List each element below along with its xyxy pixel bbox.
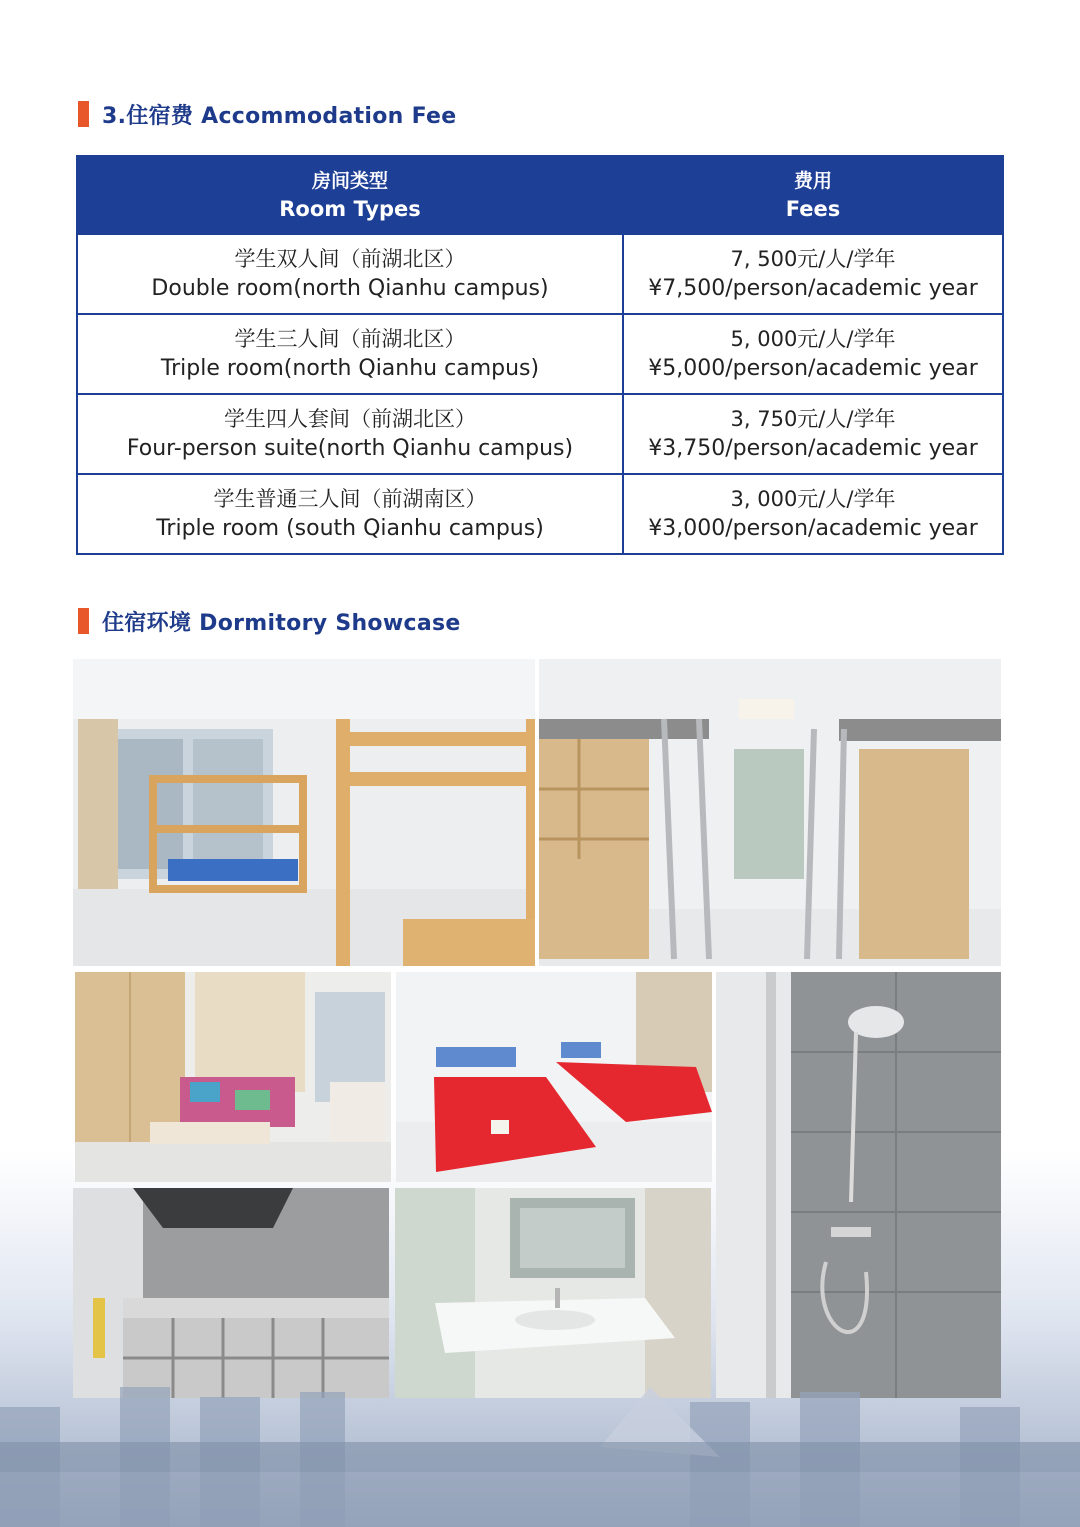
room-type-cell [77,234,623,314]
city-skyline-background [0,1387,1080,1527]
fee-cell [623,234,1003,314]
fees-header-cn: 费用 [793,170,832,192]
shower-photo [716,972,1001,1398]
room-type-en: Four-person suite(north Qianhu campus) [126,436,574,461]
table-row [77,234,1003,314]
dormitory-showcase-heading [78,606,461,636]
kitchen-counter-photo [73,1188,389,1398]
table-header-row [77,156,1003,234]
washbasin-mirror-photo [395,1188,711,1398]
wooden-bunk-bed-room-photo [73,659,535,966]
table-row [77,474,1003,554]
room-type-cn: 学生双人间（前湖北区） [234,247,466,271]
living-room-sofa-photo [75,972,391,1182]
loft-bed-desk-room-photo [539,659,1001,966]
room-types-header-en: Room Types [279,197,421,221]
fee-cn: 3, 750元/人/学年 [730,407,896,431]
fees-header-en: Fees [785,197,841,221]
accommodation-fee-heading-text: 3.住宿费 Accommodation Fee [102,103,457,129]
fee-en: ¥7,500/person/academic year [648,276,978,301]
room-types-header [77,156,623,234]
dormitory-showcase-heading-text: 住宿环境 Dormitory Showcase [102,610,461,636]
fees-header [623,156,1003,234]
room-type-cn: 学生普通三人间（前湖南区） [213,487,487,511]
room-types-header-cn: 房间类型 [311,170,388,192]
room-type-en: Triple room(north Qianhu campus) [160,356,540,381]
red-mattress-beds-photo [396,972,712,1182]
accommodation-fee-heading [78,99,456,129]
room-type-en: Triple room (south Qianhu campus) [156,516,544,541]
fee-cell [623,314,1003,394]
fee-en: ¥3,750/person/academic year [648,436,978,461]
heading-accent-bar [78,608,89,634]
table-row [77,314,1003,394]
fee-en: ¥3,000/person/academic year [648,516,978,541]
room-type-cell [77,394,623,474]
fee-en: ¥5,000/person/academic year [648,356,978,381]
fee-cell [623,394,1003,474]
fee-cn: 5, 000元/人/学年 [730,327,896,351]
fee-cn: 7, 500元/人/学年 [730,247,896,271]
room-type-cn: 学生四人套间（前湖北区） [224,407,476,431]
accommodation-fee-table [76,155,1004,555]
room-type-cell [77,314,623,394]
heading-accent-bar [78,101,89,127]
room-type-en: Double room(north Qianhu campus) [151,276,549,301]
room-type-cell [77,474,623,554]
room-type-cn: 学生三人间（前湖北区） [234,327,466,351]
fee-cell [623,474,1003,554]
table-row [77,394,1003,474]
fee-cn: 3, 000元/人/学年 [730,487,896,511]
